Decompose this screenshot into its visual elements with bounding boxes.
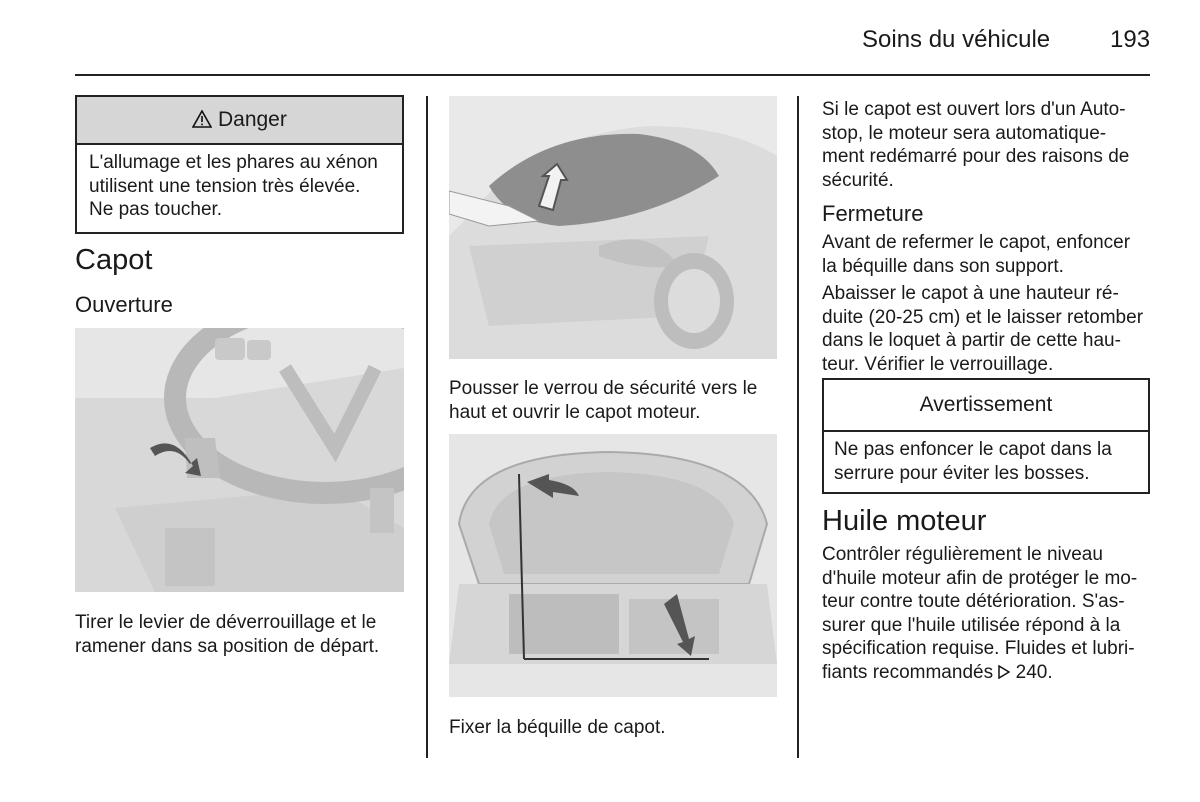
paragraph-line: Abaisser le capot à une hauteur ré-	[822, 283, 1119, 304]
paragraph-line: teur contre toute détérioration. S'as-	[822, 591, 1125, 612]
warning-line: serrure pour éviter les bosses.	[834, 462, 1090, 484]
paragraph-line: la béquille dans son support.	[822, 255, 1064, 277]
paragraph-line-last	[822, 661, 1137, 685]
danger-line: Ne pas toucher.	[89, 199, 223, 220]
paragraph-text: fiants recommandés	[822, 661, 994, 683]
huile-paragraph	[822, 543, 1137, 684]
paragraph-line: duite (20-25 cm) et le laisser retomber	[822, 306, 1144, 328]
column-divider-left	[426, 96, 428, 758]
paragraph-line: Contrôler régulièrement le niveau	[822, 544, 1103, 565]
fermeture-paragraph-1	[822, 231, 1130, 278]
paragraph-line: surer que l'huile utilisée répond à la	[822, 614, 1121, 636]
warning-box-title: Avertissement	[824, 380, 1148, 432]
page-reference-link[interactable]: 240.	[1015, 661, 1053, 683]
danger-box-header	[77, 97, 402, 145]
heading-huile-moteur: Huile moteur	[822, 505, 987, 537]
caption-line: Pousser le verrou de sécurité vers le	[449, 378, 758, 399]
heading-fermeture: Fermeture	[822, 201, 924, 226]
illustration-release-lever	[75, 328, 404, 592]
paragraph-line: d'huile moteur afin de protéger le mo-	[822, 567, 1138, 589]
danger-line: L'allumage et les phares au xénon	[89, 152, 378, 173]
danger-text	[77, 145, 402, 222]
warning-text	[824, 432, 1148, 485]
caption-line: Tirer le levier de déverrouillage et le	[75, 612, 377, 633]
heading-capot: Capot	[75, 244, 153, 276]
paragraph-line: Si le capot est ouvert lors d'un Auto-	[822, 99, 1126, 120]
caption-release-lever	[75, 611, 379, 658]
reference-arrow-icon	[998, 662, 1015, 683]
caption-line: haut et ouvrir le capot moteur.	[449, 401, 701, 423]
warning-box	[822, 378, 1150, 494]
paragraph-line: teur. Vérifier le verrouillage.	[822, 353, 1054, 375]
paragraph-line: sécurité.	[822, 169, 894, 191]
subheading-ouverture: Ouverture	[75, 292, 173, 317]
page-number: 193	[1110, 26, 1151, 53]
danger-title: Danger	[217, 108, 287, 131]
danger-line: utilisent une tension très élevée.	[89, 175, 361, 197]
paragraph-line: spécification requise. Fluides et lubri-	[822, 638, 1135, 659]
paragraph-line: ment redémarré pour des raisons de	[822, 146, 1130, 167]
warning-triangle-icon	[192, 108, 218, 131]
header-rule	[75, 74, 1150, 76]
illustration-safety-catch	[449, 96, 777, 359]
fermeture-paragraph-2	[822, 282, 1143, 376]
caption-hood-prop: Fixer la béquille de capot.	[449, 717, 666, 738]
illustration-hood-prop	[449, 434, 777, 697]
caption-line: ramener dans sa position de départ.	[75, 635, 380, 657]
column-divider-right	[797, 96, 799, 758]
danger-box	[75, 95, 404, 234]
caption-safety-catch	[449, 377, 757, 424]
paragraph-line: stop, le moteur sera automatique-	[822, 122, 1107, 144]
paragraph-line: Avant de refermer le capot, enfoncer	[822, 232, 1131, 253]
paragraph-line: dans le loquet à partir de cette hau-	[822, 330, 1121, 351]
section-title: Soins du véhicule	[862, 26, 1051, 53]
warning-line: Ne pas enfoncer le capot dans la	[834, 439, 1112, 460]
autostop-paragraph	[822, 98, 1129, 192]
